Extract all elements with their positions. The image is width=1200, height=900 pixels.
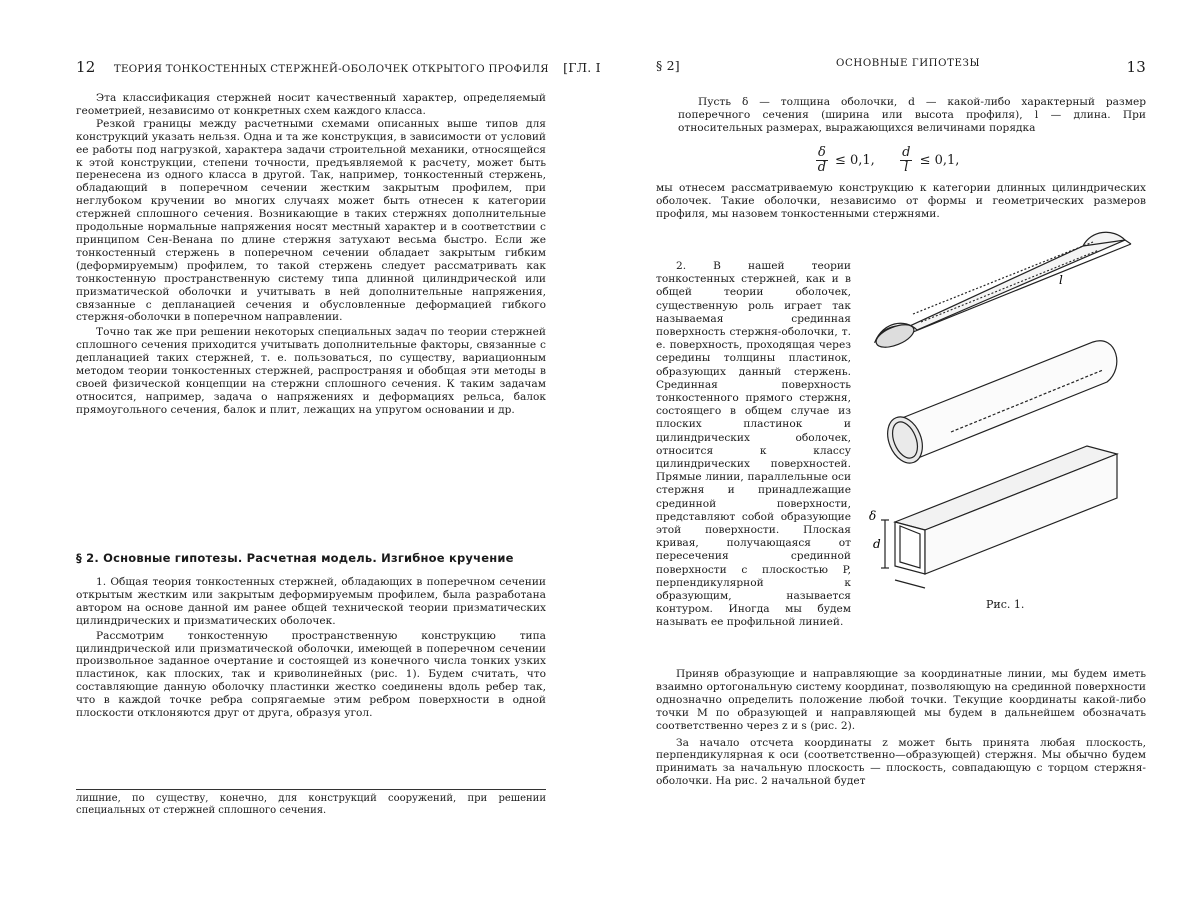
chapter-reference: [ГЛ. I <box>563 60 601 75</box>
paragraph: 1. Общая теория тонкостенных стержней, обладающих в поперечном сечении открытым жестким или закрытым деформируемым профилем, была разработана автором на основе данной им ранее общей технической теории призматических цилиндрических и призматических оболочек. <box>76 576 546 627</box>
right-body-text <box>656 668 1146 788</box>
figure-label-l: l <box>1059 273 1063 287</box>
right-page-number: 13 <box>1126 58 1146 76</box>
left-running-head <box>76 58 601 76</box>
formula: $\frac{\delta}{d}$ ≤ 0,1, $\frac{d}{l}$ ≤ 0,1, <box>817 145 960 175</box>
section-body-text <box>76 576 546 720</box>
text-after-formula <box>656 182 1146 221</box>
left-body-text <box>76 92 546 417</box>
left-running-title: ТЕОРИЯ ТОНКОСТЕННЫХ СТЕРЖНЕЙ-ОБОЛОЧЕК ОТКРЫТОГО ПРОФИЛЯ <box>113 64 549 75</box>
footnote-rule <box>76 789 546 790</box>
paragraph: Эта классификация стержней носит качественный характер, определяемый геометрией, независимо от конкретных схем каждого класса. <box>76 92 546 117</box>
figure-label-d: d <box>873 537 881 551</box>
figure-1 <box>855 222 1147 594</box>
paragraph: За начало отсчета координаты z может быть принята любая плоскость, перпендикулярная к оси (соответственно—образующей) стержня. Мы обычно будем принимать за начальную плоскость — плоскость, совпадающую с торцом стержня-оболочки. На рис. 2 начальной будет <box>656 736 1146 788</box>
box-beam <box>881 446 1117 588</box>
paragraph: мы отнесем рассматриваемую конструкцию к категории длинных цилиндрических оболочек. Такие оболочки, независимо от формы и геометрических размеров профиля, мы назовем тонкостенными стержнями. <box>656 182 1146 220</box>
figure-caption: Рис. 1. <box>986 598 1025 611</box>
fraction: $\frac{\delta}{d}$ <box>817 145 827 175</box>
left-page-number: 12 <box>76 58 96 76</box>
paragraph: Приняв образующие и направляющие за координатные линии, мы будем иметь взаимно ортогональную систему координат, позволяющую на срединной поверхности однозначно определить положение любой точки. Текущие координаты какой-либо точки M по образующей и направляющей мы будем в дальнейшем обозначать соответственно через z и s (рис. 2). <box>656 668 1146 732</box>
paragraph: Точно так же при решении некоторых специальных задач по теории стержней сплошного сечения приходится учитывать дополнительные факторы, связанные с депланацией таких стержней, т. е. пользоваться, по существу, вариационным методом теории тонкостенных стержней, распространяя и обобщая эти методы в своей физической концепции на стержни сплошного сечения. К таким задачам относится, например, задача о напряжениях и деформациях рельса, балок прямоугольного сечения, балок и плит, лежащих на упругом основании и др. <box>76 326 546 416</box>
intro-text <box>678 96 1146 135</box>
paragraph: Рассмотрим тонкостенную пространственную конструкцию типа цилиндрической или призматической оболочки, имеющей в поперечном сечении произвольное заданное очертание и состоящей из конечного числа тонких узких пластинок, как плоских, так и криволинейных (рис. 1). Будем считать, что составляющие данную оболочку пластинки жестко соединены вдоль ребер так, что в каждой точке ребра сопрягаемые этим ребром поверхности в одной плоскости отклоняются друг от друга, образуя угол. <box>76 629 546 720</box>
section-reference: § 2] <box>656 58 680 73</box>
right-running-title: ОСНОВНЫЕ ГИПОТЕЗЫ <box>836 58 981 69</box>
paragraph: 2. В нашей теории тонкостенных стержней, как и в общей теории оболочек, существенную роль играет так называемая срединная поверхность стержня-оболочки, т. е. поверхность, проходящая через середины толщины пластинок, образующих данный стержень. Срединная поверхность тонкостенного прямого стержня, состоящего в общем случае из плоских пластинок и цилиндрических оболочек, относится к классу цилиндрических поверхностей. Прямые линии, параллельные оси стержня и принадлежащие срединной поверхности, представляют собой образующие этой поверхности. Плоская кривая, получающаяся от пересечения срединной поверхности с плоскостью P, перпендикулярной к образующим, называется контуром. Иногда мы будем называть ее профильной линией. <box>656 260 851 629</box>
right-running-head <box>656 58 1146 76</box>
paragraph: Пусть δ — толщина оболочки, d — какой-либо характерный размер поперечного сечения (ширина или высота профиля), l — длина. При относительных размерах, выражающихся величинами порядка <box>678 96 1146 134</box>
figure-label-delta: δ <box>869 509 877 523</box>
right-page <box>600 0 1200 900</box>
open-shell-beam <box>873 232 1131 352</box>
paragraph: Резкой границы между расчетными схемами описанных выше типов для конструкций указать нельзя. Одна и та же конструкция, в зависимости от условий ее работы под нагрузкой, характера задачи строительной механики, относящейся к этой конструкции, степени точности, предъявляемой к расчету, может быть перенесена из одного класса в другой. Так, например, тонкостенный стержень, обладающий в поперечном сечении жестким закрытым профилем, при неглубоком кручении во многих случаях может быть отнесен к категории стержней сплошного сечения. Возникающие в таких стержнях дополнительные продольные нормальные напряжения носят местный характер и в соответствии с принципом Сен-Венана по длине стержня затухают весьма быстро. Если же тонкостенный стержень в поперечном сечении обладает закрытым гибким (деформируемым) профилем, то такой стержень следует рассматривать как тонкостенную пространственную систему типа длинной цилиндрической или призматической оболочки и учитывать в ней дополнительные напряжения, связанные с депланацией сечения и обусловленные деформацией гибкого стержня-оболочки в поперечном направлении. <box>76 117 546 324</box>
section-title: § 2. Основные гипотезы. Расчетная модель. Изгибное кручение <box>76 551 514 565</box>
footnote: лишние, по существу, конечно, для конструкций сооружений, при решении специальных от стержней сплошного сечения. <box>76 793 546 816</box>
narrow-column-text <box>656 260 851 630</box>
fraction: $\frac{d}{l}$ <box>902 145 911 175</box>
